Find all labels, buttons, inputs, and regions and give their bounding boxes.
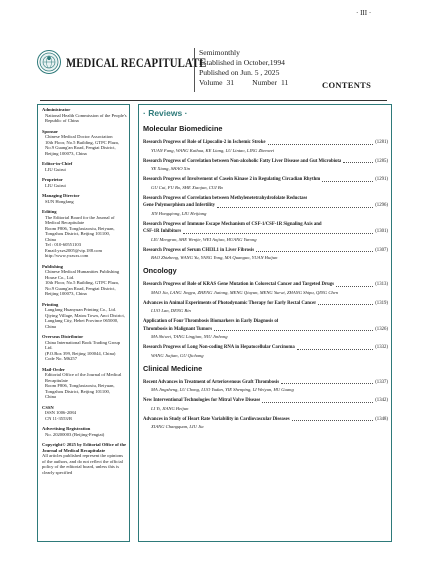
entry-title-line bbox=[143, 195, 388, 203]
frequency: Semimonthly bbox=[199, 48, 240, 57]
entry-authors: LIU Mengran, SHE Wenjie, WEI Aojiao, HUANG Yurong bbox=[151, 236, 257, 242]
masthead-text: No. 20200003 (Beijing-Fengtai) bbox=[45, 431, 105, 437]
entry-title-line bbox=[143, 247, 388, 255]
masthead-label: Sponsor bbox=[42, 128, 59, 134]
dot-leader bbox=[256, 251, 373, 252]
copyright-head: Copyright© 2025 by Editorial Office of the Journal of Medical Recapitulate bbox=[42, 442, 127, 453]
toc-entry bbox=[143, 379, 388, 395]
entry-title-line bbox=[143, 318, 388, 326]
masthead-text: National Health Commission of the People's Republic of China bbox=[45, 112, 127, 123]
entry-title: Thrombosis in Malignant Tumors bbox=[143, 326, 213, 332]
entry-authors: MA Shiwei, TANG Lingjian, NIU Jinhong bbox=[151, 334, 228, 339]
volume-number bbox=[199, 78, 288, 88]
masthead-section bbox=[42, 302, 127, 330]
entry-authors: BAO Zhizheng, WANG Yu, YANG Yong, MA Quanguo, YUAN Huijun bbox=[151, 255, 278, 260]
dot-leader bbox=[318, 304, 373, 305]
volume-value: 31 bbox=[226, 78, 235, 87]
dot-leader bbox=[343, 162, 373, 163]
dot-leader bbox=[297, 349, 373, 350]
dot-leader bbox=[217, 207, 373, 208]
dot-leader bbox=[292, 420, 374, 421]
toc-entry bbox=[143, 397, 388, 413]
page-ref: (1285) bbox=[375, 158, 388, 164]
reviews-heading bbox=[143, 108, 388, 118]
number-label: Number bbox=[252, 78, 277, 87]
dot-leader bbox=[268, 144, 374, 145]
entry-title: Application of Four Thrombosis Biomarkers in Early Diagnosis of bbox=[143, 319, 279, 324]
entry-title: Research Progress of Role of Lipocalin-2 in Ischemic Stroke bbox=[143, 140, 266, 145]
toc-entry bbox=[143, 247, 388, 263]
copyright-notice bbox=[42, 442, 127, 475]
dot-leader bbox=[214, 330, 373, 331]
masthead-text: China International Book Trading Group Ltd. (P.O.Box 399, Beijing 100044, China) Code No. M6257 bbox=[45, 339, 121, 361]
entry-title: Research Progress of Serum CHI3L1 in Liver Fibrosis bbox=[143, 247, 255, 253]
entry-authors: JIN Hongqiong, LIU Heijiang bbox=[151, 210, 207, 216]
page-ref: (1296) bbox=[375, 203, 388, 208]
copyright-body: All articles published represent the opinions of the authors, and do not reflect the official policy of the editorial board, unless this is clearly specified bbox=[42, 453, 124, 475]
entry-authors: GU Cui, FU Bo, SHE Xiaojun, CUI Bo bbox=[151, 184, 223, 190]
journal-logo bbox=[37, 50, 61, 74]
dot-leader bbox=[262, 402, 373, 403]
issue-info bbox=[199, 48, 288, 88]
entry-authors: YUAN Fang, WANG Kaihua, KE Liang, LU Lintao, LING Zhenwei bbox=[151, 147, 275, 153]
page-ref: (1301) bbox=[375, 229, 388, 234]
contents-panel bbox=[138, 104, 392, 542]
volume-label: Volume bbox=[199, 78, 223, 87]
masthead-label: Printing bbox=[42, 301, 59, 307]
masthead-text: SUN Hongfang bbox=[45, 198, 74, 204]
entry-title: Advances in Animal Experiments of Photodynamic Therapy for Early Rectal Cancer bbox=[143, 300, 317, 306]
entry-title-line bbox=[143, 344, 388, 352]
masthead-label: Managing Director bbox=[42, 193, 80, 198]
header-rule bbox=[40, 100, 387, 101]
entry-authors: YE Xiang, SHAO Xin bbox=[151, 166, 191, 171]
entry-title: Gene Polymorphism and Infertility bbox=[143, 203, 216, 208]
masthead-label: Overseas Distributor bbox=[42, 334, 84, 339]
masthead-label: Administrator bbox=[42, 107, 71, 112]
entry-title: Research Progress of Immune Escape Mechanism of CSF-1/CSF-1R Signaling Axis and bbox=[143, 221, 322, 227]
entry-title-line bbox=[143, 326, 388, 334]
toc-entry bbox=[143, 281, 388, 297]
masthead-sidebar bbox=[37, 104, 130, 542]
masthead-section bbox=[42, 161, 127, 172]
section-heading: Oncology bbox=[143, 266, 177, 275]
page-ref: (1348) bbox=[375, 416, 388, 422]
masthead-label: Proprietor bbox=[42, 177, 63, 182]
masthead-text: ISSN 1006-2084 CN 11-3553/R bbox=[45, 410, 77, 421]
masthead-section bbox=[42, 107, 127, 124]
entry-title-line bbox=[143, 228, 388, 236]
journal-title: MEDICAL RECAPITULATE bbox=[66, 56, 207, 70]
page-ref: (1337) bbox=[375, 379, 388, 385]
entry-title-line bbox=[143, 379, 388, 387]
page-ref: (1326) bbox=[375, 326, 388, 332]
masthead-label: Editor-in-Chief bbox=[42, 161, 73, 166]
header-divider bbox=[194, 48, 195, 92]
entry-title-line bbox=[143, 416, 388, 424]
entry-authors: MAO Jia, LANG Jingya, ZHENG Jiatong, MENG Qiuyun, MENG Yuewi, ZHANG Shipu, QING Chen bbox=[151, 289, 339, 295]
established-date: Established in October,1994 bbox=[199, 58, 285, 67]
page-ref: (1307) bbox=[375, 247, 388, 253]
entry-title-line bbox=[143, 221, 388, 229]
entry-title: Recent Advances in Treatment of Arteriovenous Graft Thrombosis bbox=[143, 379, 280, 385]
masthead-section bbox=[42, 129, 127, 157]
toc-entry bbox=[143, 221, 388, 244]
masthead-section bbox=[42, 405, 127, 422]
toc-entry bbox=[143, 139, 388, 155]
entry-title-line bbox=[143, 281, 388, 289]
page-ref: (1342) bbox=[375, 398, 388, 403]
dot-leader bbox=[336, 286, 373, 287]
masthead-label: Advertising Registration bbox=[42, 426, 91, 431]
page-ref: (1332) bbox=[375, 345, 388, 350]
masthead-text: Chinese Medical Humanities Publishing House Co., Ltd. 10th Floor, No.5 Building, GTPC Plaza, No.9 Guang'an Road, Fengtai District, Beijing 100073, China bbox=[45, 269, 120, 296]
contents-heading: CONTENTS bbox=[322, 80, 372, 90]
entry-authors: MA Jingsheng, LU Chong, LUO Yudan, YIE Shenping, LI Weiyun, HU Guang bbox=[151, 387, 294, 392]
entry-title-line bbox=[143, 300, 388, 308]
masthead-section bbox=[42, 426, 127, 437]
toc-entry bbox=[143, 300, 388, 316]
masthead-text: LIU Guirui bbox=[45, 182, 66, 188]
entry-authors: XIANG Changquan, LIU Jia bbox=[151, 424, 204, 429]
entry-authors: LUO Lan, DENG Bin bbox=[151, 308, 191, 313]
masthead-label: Editing bbox=[42, 209, 57, 214]
toc-entry bbox=[143, 318, 388, 341]
masthead-section bbox=[42, 334, 127, 362]
masthead-section bbox=[42, 367, 127, 400]
published-date: Published on Jun. 5 , 2025 bbox=[199, 68, 280, 77]
masthead-section bbox=[42, 193, 127, 204]
masthead-section bbox=[42, 177, 127, 188]
entry-title: Research Progress of Correlation between Methylenetetrahydrofolate Reductase bbox=[143, 195, 308, 201]
page-ref: (1319) bbox=[375, 300, 388, 306]
entry-authors: WANG Jiajian, GU Qichang bbox=[151, 352, 204, 358]
masthead-section bbox=[42, 264, 127, 297]
masthead-text: Langfang Huanyuan Printing Co., Ltd. Qiying Village, Matou Town, Anci District, Langfang City, Hebei Province 065000, China bbox=[45, 307, 125, 329]
toc-entry bbox=[143, 344, 388, 360]
number-value: 11 bbox=[280, 78, 289, 87]
masthead-text: The Editorial Board for the Journal of Medical Recapitulate Room F806, Tongfaxiaoxiu, Beiyuan, Tongzhou District, Beijing 101100, China Tel : 010-60551103 Email:yxzs2005@vip.188.com http://www.yxzsxs.com bbox=[45, 214, 115, 258]
entry-title-line bbox=[143, 397, 388, 405]
entry-title: Research Progress of Involvement of Casein Kinase 2 in Regulating Circadian Rhythm bbox=[143, 177, 321, 182]
entry-title-line bbox=[143, 202, 388, 210]
page-ref: (1313) bbox=[375, 282, 388, 287]
section-heading: Clinical Medicine bbox=[143, 363, 203, 373]
entry-authors: LI Yi, JIANG Heijun bbox=[151, 405, 189, 411]
entry-title: New Interventional Technologies for Mitral Valve Disease bbox=[143, 398, 261, 403]
entry-title: Research Progress of Long Non-coding RNA in Hepatocellular Carcinoma bbox=[143, 345, 295, 350]
toc-entry bbox=[143, 176, 388, 192]
dot-leader bbox=[281, 383, 373, 384]
entry-title: Research Progress of Role of KRAS Gene Mutation in Colorectal Cancer and Targeted Drugs bbox=[143, 282, 335, 287]
toc-entry bbox=[143, 416, 388, 432]
masthead-text: Chinese Medical Doctor Association 10th Floor, No.5 Building, GTPC Plaza, No.9 Guang'an Road, Fengtai District, Beijing 100073, China bbox=[45, 134, 119, 156]
masthead-label: CSSN bbox=[42, 404, 54, 410]
dot-leader bbox=[183, 233, 373, 234]
masthead-text: LIU Guirui bbox=[45, 166, 66, 172]
entry-title: Research Progress of Correlation between Non-alcoholic Fatty Liver Disease and Gut Microbiota bbox=[143, 158, 342, 164]
entry-title-line bbox=[143, 158, 388, 166]
masthead-label: Publishing bbox=[42, 263, 63, 269]
masthead-label: Mail-Order bbox=[42, 366, 65, 372]
masthead-section bbox=[42, 209, 127, 259]
page-ref: (1281) bbox=[375, 140, 388, 145]
entry-title: CSF-1R Inhibitors bbox=[143, 229, 182, 234]
masthead-text: Editorial Office of the Journal of Medical Recapitulate Room F806, Tongfaxiaoxiu, Beiyuan, Tongzhou District, Beijing 101100, China bbox=[45, 372, 122, 399]
page-number: · III · bbox=[356, 9, 372, 17]
globe-icon bbox=[38, 51, 60, 73]
reviews-heading-text: · Reviews · bbox=[143, 108, 188, 118]
toc-entry bbox=[143, 195, 388, 218]
dot-leader bbox=[322, 181, 373, 182]
toc-entry bbox=[143, 158, 388, 174]
entry-title-line bbox=[143, 139, 388, 147]
page-ref: (1291) bbox=[375, 177, 388, 182]
section-heading: Molecular Biomedicine bbox=[143, 124, 223, 133]
entry-title: Advances in Study of Heart Rate Variability in Cardiovascular Diseases bbox=[143, 416, 290, 422]
entry-title-line bbox=[143, 176, 388, 184]
